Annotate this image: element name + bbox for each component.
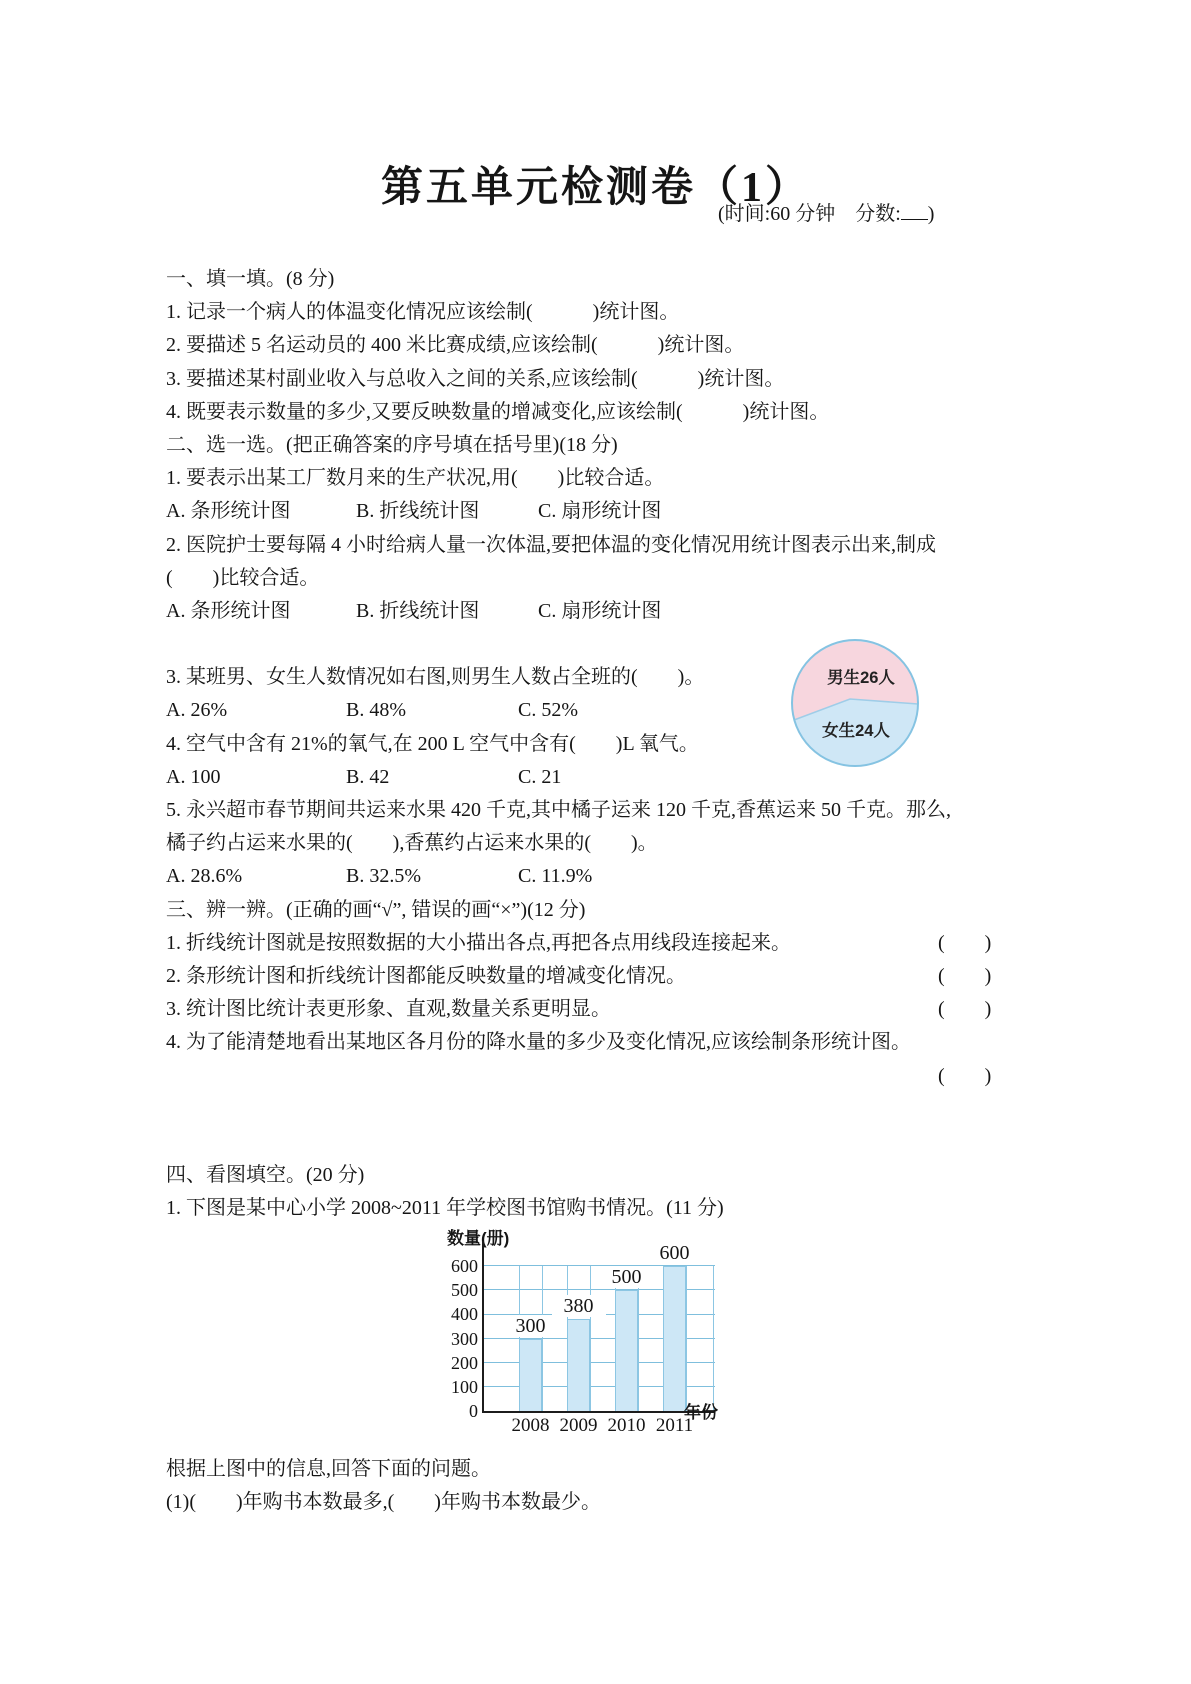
section-header <box>166 894 1176 927</box>
bar-2011 <box>663 1266 686 1411</box>
answer-paren: ( ) <box>938 964 992 987</box>
bar-value-label: 380 <box>552 1295 606 1317</box>
y-axis-label: 数量(册) <box>447 1229 510 1248</box>
question-list <box>166 263 1176 1225</box>
line-text: 二、选一选。(把正确答案的序号填在括号里)(18 分) <box>166 433 618 456</box>
chart-questions <box>166 1453 601 1519</box>
line-text: 1. 下图是某中心小学 2008~2011 年学校图书馆购书情况。(11 分) <box>166 1197 724 1220</box>
spacer-line <box>166 628 1176 661</box>
option-choice: A. 26% <box>166 699 228 722</box>
x-axis-label: 年份 <box>684 1403 718 1422</box>
question-line <box>166 529 1176 562</box>
line-text: 三、辨一辨。(正确的画“√”, 错误的画“×”)(12 分) <box>166 898 586 921</box>
line-text: 橘子约占运来水果的( ),香蕉约占运来水果的( )。 <box>166 832 658 855</box>
v-gridline <box>542 1266 543 1411</box>
line-text: 4. 既要表示数量的多少,又要反映数量的增减变化,应该绘制( )统计图。 <box>166 400 830 423</box>
question-line <box>166 927 1176 960</box>
x-tick-label: 2009 <box>559 1415 598 1436</box>
pie-label-male: 男生26人 <box>827 669 895 687</box>
y-tick-label: 300 <box>451 1328 478 1349</box>
score-blank <box>901 215 928 220</box>
option-choice: C. 扇形统计图 <box>538 599 662 622</box>
question-4-1-1: (1)( )年购书本数最多,( )年购书本数最少。 <box>166 1491 601 1514</box>
option-choice: B. 折线统计图 <box>356 599 480 622</box>
question-line <box>166 661 1176 694</box>
line-text: 5. 永兴超市春节期间共运来水果 420 千克,其中橘子运来 120 千克,香蕉运来 50 千克。那么, <box>166 799 951 821</box>
option-choice: A. 条形统计图 <box>166 599 291 622</box>
answer-paren: ( ) <box>938 998 992 1021</box>
v-gridline <box>590 1266 591 1411</box>
question-line <box>166 728 1176 761</box>
options-row <box>166 495 1176 528</box>
option-choice: C. 52% <box>518 699 578 722</box>
section-header <box>166 1159 1176 1192</box>
line-text: 2. 要描述 5 名运动员的 400 米比赛成绩,应该绘制( )统计图。 <box>166 334 745 357</box>
spacer-line <box>166 1126 1176 1159</box>
line-text: 1. 记录一个病人的体温变化情况应该绘制( )统计图。 <box>166 301 680 324</box>
option-choice: B. 32.5% <box>346 865 421 888</box>
books-bar-chart <box>447 1222 792 1457</box>
line-text: 3. 某班男、女生人数情况如右图,则男生人数占全班的( )。 <box>166 666 705 689</box>
bar-2008 <box>519 1339 542 1412</box>
option-choice: A. 条形统计图 <box>166 500 291 523</box>
option-choice: C. 11.9% <box>518 865 593 888</box>
question-line <box>166 794 1176 827</box>
bar-2010 <box>615 1290 638 1411</box>
question-line <box>166 329 1176 362</box>
question-line <box>166 462 1176 495</box>
section-header <box>166 263 1176 296</box>
time-score-text: (时间:60 分钟 分数: <box>718 203 901 225</box>
spacer-line <box>166 1093 1176 1126</box>
question-line <box>166 993 1176 1026</box>
line-text: ( )比较合适。 <box>166 566 320 589</box>
question-line <box>166 827 1176 860</box>
question-line <box>166 1026 1176 1059</box>
line-text: 四、看图填空。(20 分) <box>166 1164 365 1187</box>
option-choice: C. 21 <box>518 765 562 788</box>
option-choice: A. 100 <box>166 765 221 788</box>
question-line <box>166 363 1176 396</box>
question-line <box>166 562 1176 595</box>
option-choice: A. 28.6% <box>166 865 243 888</box>
x-tick-label: 2010 <box>607 1415 646 1436</box>
section-header <box>166 429 1176 462</box>
y-tick-label: 600 <box>451 1256 478 1276</box>
pie-label-female: 女生24人 <box>822 722 890 740</box>
answer-paren-line <box>166 1060 1176 1093</box>
y-tick-label: 0 <box>469 1401 478 1421</box>
y-tick-label: 400 <box>451 1304 478 1325</box>
question-line <box>166 960 1176 993</box>
options-row <box>166 761 1176 794</box>
y-tick-label: 200 <box>451 1352 478 1373</box>
time-score-close: ) <box>927 203 935 225</box>
time-score-line <box>718 197 934 226</box>
answer-paren: ( ) <box>938 931 992 954</box>
bar-value-label: 300 <box>504 1315 558 1337</box>
question-line <box>166 1192 1176 1225</box>
gender-pie-chart <box>780 627 932 781</box>
y-tick-label: 500 <box>451 1280 478 1301</box>
page-title: 第五单元检测卷（1） <box>380 165 810 212</box>
chart-instruction: 根据上图中的信息,回答下面的问题。 <box>166 1458 491 1480</box>
question-line <box>166 296 1176 329</box>
options-row <box>166 860 1176 893</box>
v-gridline <box>713 1266 714 1411</box>
bar-2009 <box>567 1319 590 1411</box>
options-row <box>166 595 1176 628</box>
answer-paren: ( ) <box>938 1064 992 1087</box>
line-text: 1. 要表示出某工厂数月来的生产状况,用( )比较合适。 <box>166 467 665 490</box>
x-tick-label: 2011 <box>655 1415 694 1436</box>
line-text: 3. 统计图比统计表更形象、直观,数量关系更明显。 <box>166 998 611 1021</box>
v-gridline <box>686 1266 687 1411</box>
line-text: 2. 医院护士要每隔 4 小时给病人量一次体温,要把体温的变化情况用统计图表示出来,制成 <box>166 533 936 556</box>
line-text: 3. 要描述某村副业收入与总收入之间的关系,应该绘制( )统计图。 <box>166 367 785 390</box>
line-text: 4. 为了能清楚地看出某地区各月份的降水量的多少及变化情况,应该绘制条形统计图。 <box>166 1031 911 1054</box>
line-text: 4. 空气中含有 21%的氧气,在 200 L 空气中含有( )L 氧气。 <box>166 732 699 755</box>
option-choice: B. 48% <box>346 699 406 722</box>
x-tick-label: 2008 <box>511 1415 550 1436</box>
option-choice: B. 42 <box>346 765 390 788</box>
option-choice: B. 折线统计图 <box>356 500 480 523</box>
bar-value-label: 600 <box>648 1242 702 1264</box>
options-row <box>166 694 1176 727</box>
question-line <box>166 396 1176 429</box>
line-text: 2. 条形统计图和折线统计图都能反映数量的增减变化情况。 <box>166 964 686 987</box>
line-text: 一、填一填。(8 分) <box>166 268 335 290</box>
y-tick-label: 100 <box>451 1376 478 1397</box>
option-choice: C. 扇形统计图 <box>538 500 662 523</box>
line-text: 1. 折线统计图就是按照数据的大小描出各点,再把各点用线段连接起来。 <box>166 931 791 954</box>
bar-value-label: 500 <box>600 1266 654 1288</box>
